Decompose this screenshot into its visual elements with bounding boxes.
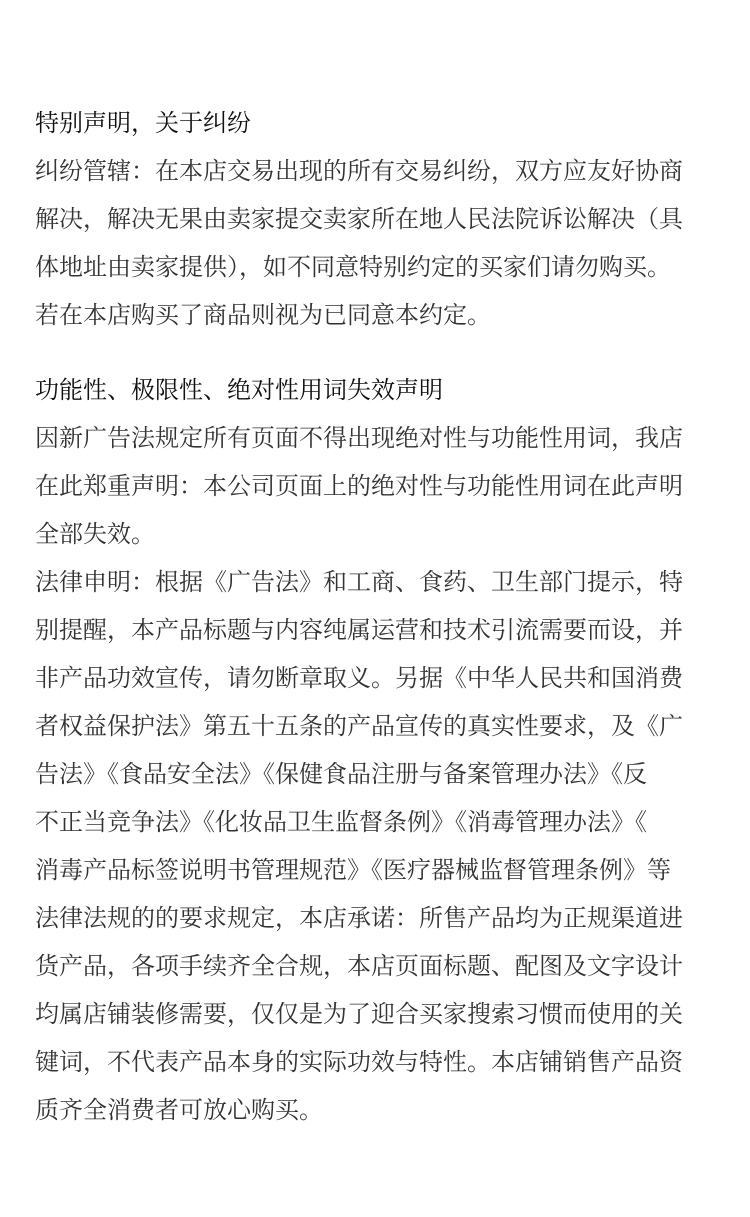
body-line: 全部失效。 bbox=[35, 520, 155, 548]
body-line: 均属店铺装修需要，仅仅是为了迎合买家搜索习惯而使用的关 bbox=[35, 1000, 683, 1028]
dispute-statement-title: 特别声明，关于纠纷 bbox=[35, 109, 251, 137]
body-line: 体地址由卖家提供），如不同意特别约定的买家们请勿购买。 bbox=[35, 253, 671, 281]
dispute-statement-section bbox=[35, 99, 683, 339]
body-line: 法律法规的的要求规定，本店承诺：所售产品均为正规渠道进 bbox=[35, 904, 683, 932]
body-line: 若在本店购买了商品则视为已同意本约定。 bbox=[35, 301, 491, 329]
body-line: 不正当竞争法》《化妆品卫生监督条例》《消毒管理办法》《 bbox=[35, 808, 647, 836]
body-line: 因新广告法规定所有页面不得出现绝对性与功能性用词，我店 bbox=[35, 424, 683, 452]
body-line: 者权益保护法》第五十五条的产品宣传的真实性要求，及《广 bbox=[35, 712, 683, 740]
body-line: 别提醒，本产品标题与内容纯属运营和技术引流需要而设，并 bbox=[35, 616, 683, 644]
body-line: 在此郑重声明：本公司页面上的绝对性与功能性用词在此声明 bbox=[35, 472, 683, 500]
body-line: 法律申明：根据《广告法》和工商、食药、卫生部门提示，特 bbox=[35, 568, 683, 596]
body-line: 货产品，各项手续齐全合规，本店页面标题、配图及文字设计 bbox=[35, 952, 683, 980]
invalid-terms-statement-title: 功能性、极限性、绝对性用词失效声明 bbox=[35, 376, 443, 404]
body-line: 质齐全消费者可放心购买。 bbox=[35, 1096, 323, 1124]
body-line: 非产品功效宣传，请勿断章取义。另据《中华人民共和国消费 bbox=[35, 664, 683, 692]
body-line: 解决，解决无果由卖家提交卖家所在地人民法院诉讼解决（具 bbox=[35, 205, 683, 233]
body-line: 告法》《食品安全法》《保健食品注册与备案管理办法》《反 bbox=[35, 760, 647, 788]
body-line: 纠纷管辖：在本店交易出现的所有交易纠纷，双方应友好协商 bbox=[35, 157, 683, 185]
body-line: 消毒产品标签说明书管理规范》《医疗器械监督管理条例》等 bbox=[35, 856, 671, 884]
invalid-terms-statement-section bbox=[35, 366, 683, 1134]
body-line: 键词，不代表产品本身的实际功效与特性。本店铺销售产品资 bbox=[35, 1048, 683, 1076]
